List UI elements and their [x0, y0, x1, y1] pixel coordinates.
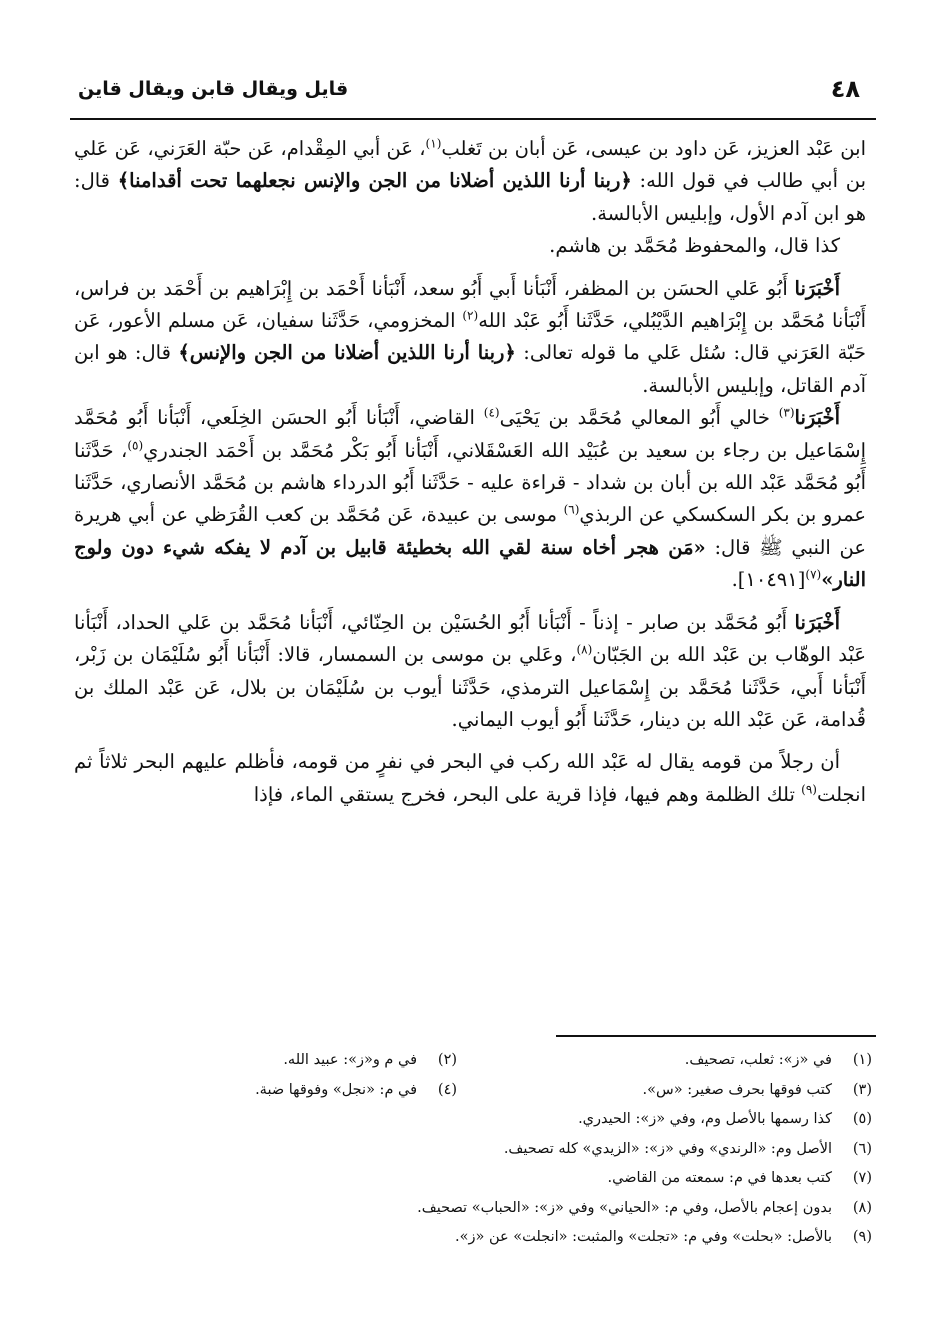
text-run: موسى بن عبيدة، عَن مُحَمَّد بن كعب القُرَظي عن أبي هريرة عن النبي ﷺ قال: [74, 503, 866, 559]
text-run: ، حَدَّثَنا أَبُو مُحَمَّد عَبْد الله بن أبان بن شداد - قراءة عليه - حَدَّثَنا أَبُو الدرداء هاشم بن مُحَمَّد الأنصاري، حَدَّثَنا عمرو بن بكر السكسكي عن الربذي [74, 438, 866, 527]
footnotes [74, 1046, 872, 1253]
paragraph [74, 746, 866, 811]
footnote-rule [556, 1035, 876, 1037]
text-run: أَبُو عَلي الحسَن بن المظفر، أَنْبَأنا أَبي أَبُو سعد، أَنْبَأنا أَحْمَد بن إِبْرَاهيم بن أَحْمَد بن فراس، أَنْبَأنا مُحَمَّد بن إِبْرَاهيم الدَّيْبُلي، حَدَّثَنا أَبُو عَبْد الله [74, 276, 866, 333]
emphasized-text: أَخْبَرَنا [794, 610, 840, 634]
footnote-marker: (٨) [576, 642, 593, 657]
paragraph [74, 273, 866, 403]
text-run: أَبُو مُحَمَّد بن صابر - إذناً - أَنْبَأنا أَبُو الحُسَيْن بن الحِنّائي، أَنْبَأنا مُحَمَّد بن عَلي الحداد، أَنْبَأنا عَبْد الوهّاب بن عَبْد الله بن الجَبّان [74, 610, 867, 667]
footnote-row [74, 1046, 872, 1076]
footnote-text: بالأصل: «بحلت» وفي م: «تجلت» والمثبت: «انجلت» عن «ز». [455, 1229, 832, 1245]
footnote-marker: (٢) [462, 308, 479, 323]
page-header [78, 64, 860, 114]
text-run: تلك الظلمة وهم فيها، فإذا قرية على البحر، فخرج يستقي الماء، فإذا [253, 782, 802, 806]
text-run: ابن عَبْد العزيز، عَن داود بن عيسى، عَن أبان بن تَغلب [441, 137, 866, 160]
footnote-number: (٦) [852, 1140, 872, 1157]
footnote [74, 1194, 872, 1224]
running-title: قايل ويقال قابن ويقال قاين [78, 78, 349, 100]
footnote-text: كتب بعدها في م: سمعته من القاضي. [607, 1170, 832, 1186]
text-run: خالي أَبُو المعالي مُحَمَّد بن يَحْيَى [499, 406, 779, 430]
paragraph [74, 230, 866, 262]
footnote-number: (٧) [852, 1170, 872, 1186]
footnote-number: (٥) [852, 1111, 872, 1127]
emphasized-text: ﴿ربنا أرنا اللذين أضلانا من الجن والإنس نجعلهما تحت أقدامنا﴾ [117, 169, 632, 193]
footnote [457, 1046, 872, 1076]
footnote-text: بدون إعجام بالأصل، وفي م: «الحياني» وفي «ز»: «الحباب» تصحيف. [417, 1199, 832, 1216]
footnote [457, 1076, 872, 1106]
header-rule [70, 118, 876, 120]
footnote-number: (٢) [437, 1052, 458, 1068]
footnote-number: (١) [852, 1052, 872, 1068]
footnote-marker: (٧) [805, 567, 822, 582]
footnote-text: كذا رسمها بالأصل وم، وفي «ز»: الحيدري. [578, 1111, 832, 1127]
text-run: أن رجلاً من قومه يقال له عَبْد الله ركب في البحر في نفرٍ من قومه، فأظلم عليهم البحر ثلاثاً ثم انجلت [74, 750, 866, 806]
footnote-row [74, 1076, 872, 1106]
footnote-text: في م: «نجل» وفوقها ضبة. [255, 1081, 418, 1098]
text-run: ، وعَلي بن موسى بن السمسار، قالا: أَنْبَأنا أَبُو سُلَيْمَان بن زَبْر، أَنْبَأنا أَبي، حَدَّثَنا مُحَمَّد بن إِسْمَاعيل الترمذي، حَدَّثَنا أيوب بن سُلَيْمَان بن بلال، عَن عَبْد الملك بن قُدامة، عَن عَبْد الله بن دينار، حَدَّثَنا أَبُو أيوب اليماني. [74, 643, 866, 731]
text-run: قال: هو ابن آدم القاتل، وإبليس الأبالسة. [74, 341, 866, 397]
footnote-text: في م و«ز»: عبيد الله. [283, 1052, 418, 1068]
text-run: ، عَن أبي المِقْدام، عَن حبّة العَرَني، عَن عَلي بن أبي طالب في قول الله: [74, 137, 867, 193]
main-text [74, 133, 866, 811]
footnote-number: (٨) [852, 1199, 872, 1216]
footnote-marker: (٤) [483, 405, 500, 420]
emphasized-text: ﴿ربنا أرنا اللذين أضلانا من الجن والإنس﴾ [178, 341, 516, 365]
footnote-marker: (٣) [778, 405, 795, 420]
footnote-text: كتب فوقها بحرف صغير: «س». [642, 1081, 832, 1098]
footnote-text: الأصل وم: «الرندي» وفي «ز»: «الزيدي» كله تصحيف. [503, 1140, 832, 1157]
paragraph [74, 402, 866, 596]
footnote-number: (٤) [437, 1081, 458, 1098]
paragraph [74, 133, 866, 230]
page-number: ٤٨ [830, 75, 860, 103]
footnote-number: (٩) [852, 1229, 872, 1245]
footnote-marker: (٦) [563, 502, 580, 517]
footnote-number: (٣) [852, 1081, 872, 1098]
text-run: القاضي، أَنْبَأنا أَبُو الحسَن الخِلَعي، أَنْبَأنا أَبُو مُحَمَّد إِسْمَاعيل بن رجاء بن سعيد بن عُبَيْد الله العَسْقَلاني، أَنْبَأنا أَبُو بَكْر مُحَمَّد بن أَحْمَد الجندري [74, 406, 866, 462]
emphasized-text: «مَن هجر أخاه سنة لقي الله بخطيئة قابيل بن آدم لا يفكه شيء دون ولوج النار» [74, 535, 866, 592]
text-run: المخزومي، حَدَّثَنا سفيان، عَن مسلم الأعور، عَن حَبّة العَرَني قال: سُئل عَلي ما قوله تعالى: [74, 309, 866, 365]
emphasized-text: أَخْبَرَنا [794, 276, 840, 300]
footnote-text: في «ز»: ثعلب، تصحيف. [684, 1052, 832, 1068]
footnote [74, 1223, 872, 1253]
footnote [255, 1076, 457, 1106]
footnote-marker: (١) [425, 136, 442, 151]
text-run: كذا قال، والمحفوظ مُحَمَّد بن هاشم. [549, 234, 840, 258]
text-run: [١٠٤٩١]. [731, 568, 806, 592]
footnote [283, 1046, 457, 1076]
emphasized-text: أَخْبَرَنا [794, 406, 840, 430]
footnote [74, 1164, 872, 1194]
footnote [74, 1135, 872, 1165]
paragraph [74, 607, 866, 737]
footnote [74, 1105, 872, 1135]
footnote-marker: (٩) [801, 782, 817, 797]
footnote-marker: (٥) [127, 438, 144, 453]
text-run: قال: هو ابن آدم الأول، وإبليس الأبالسة. [74, 169, 866, 225]
